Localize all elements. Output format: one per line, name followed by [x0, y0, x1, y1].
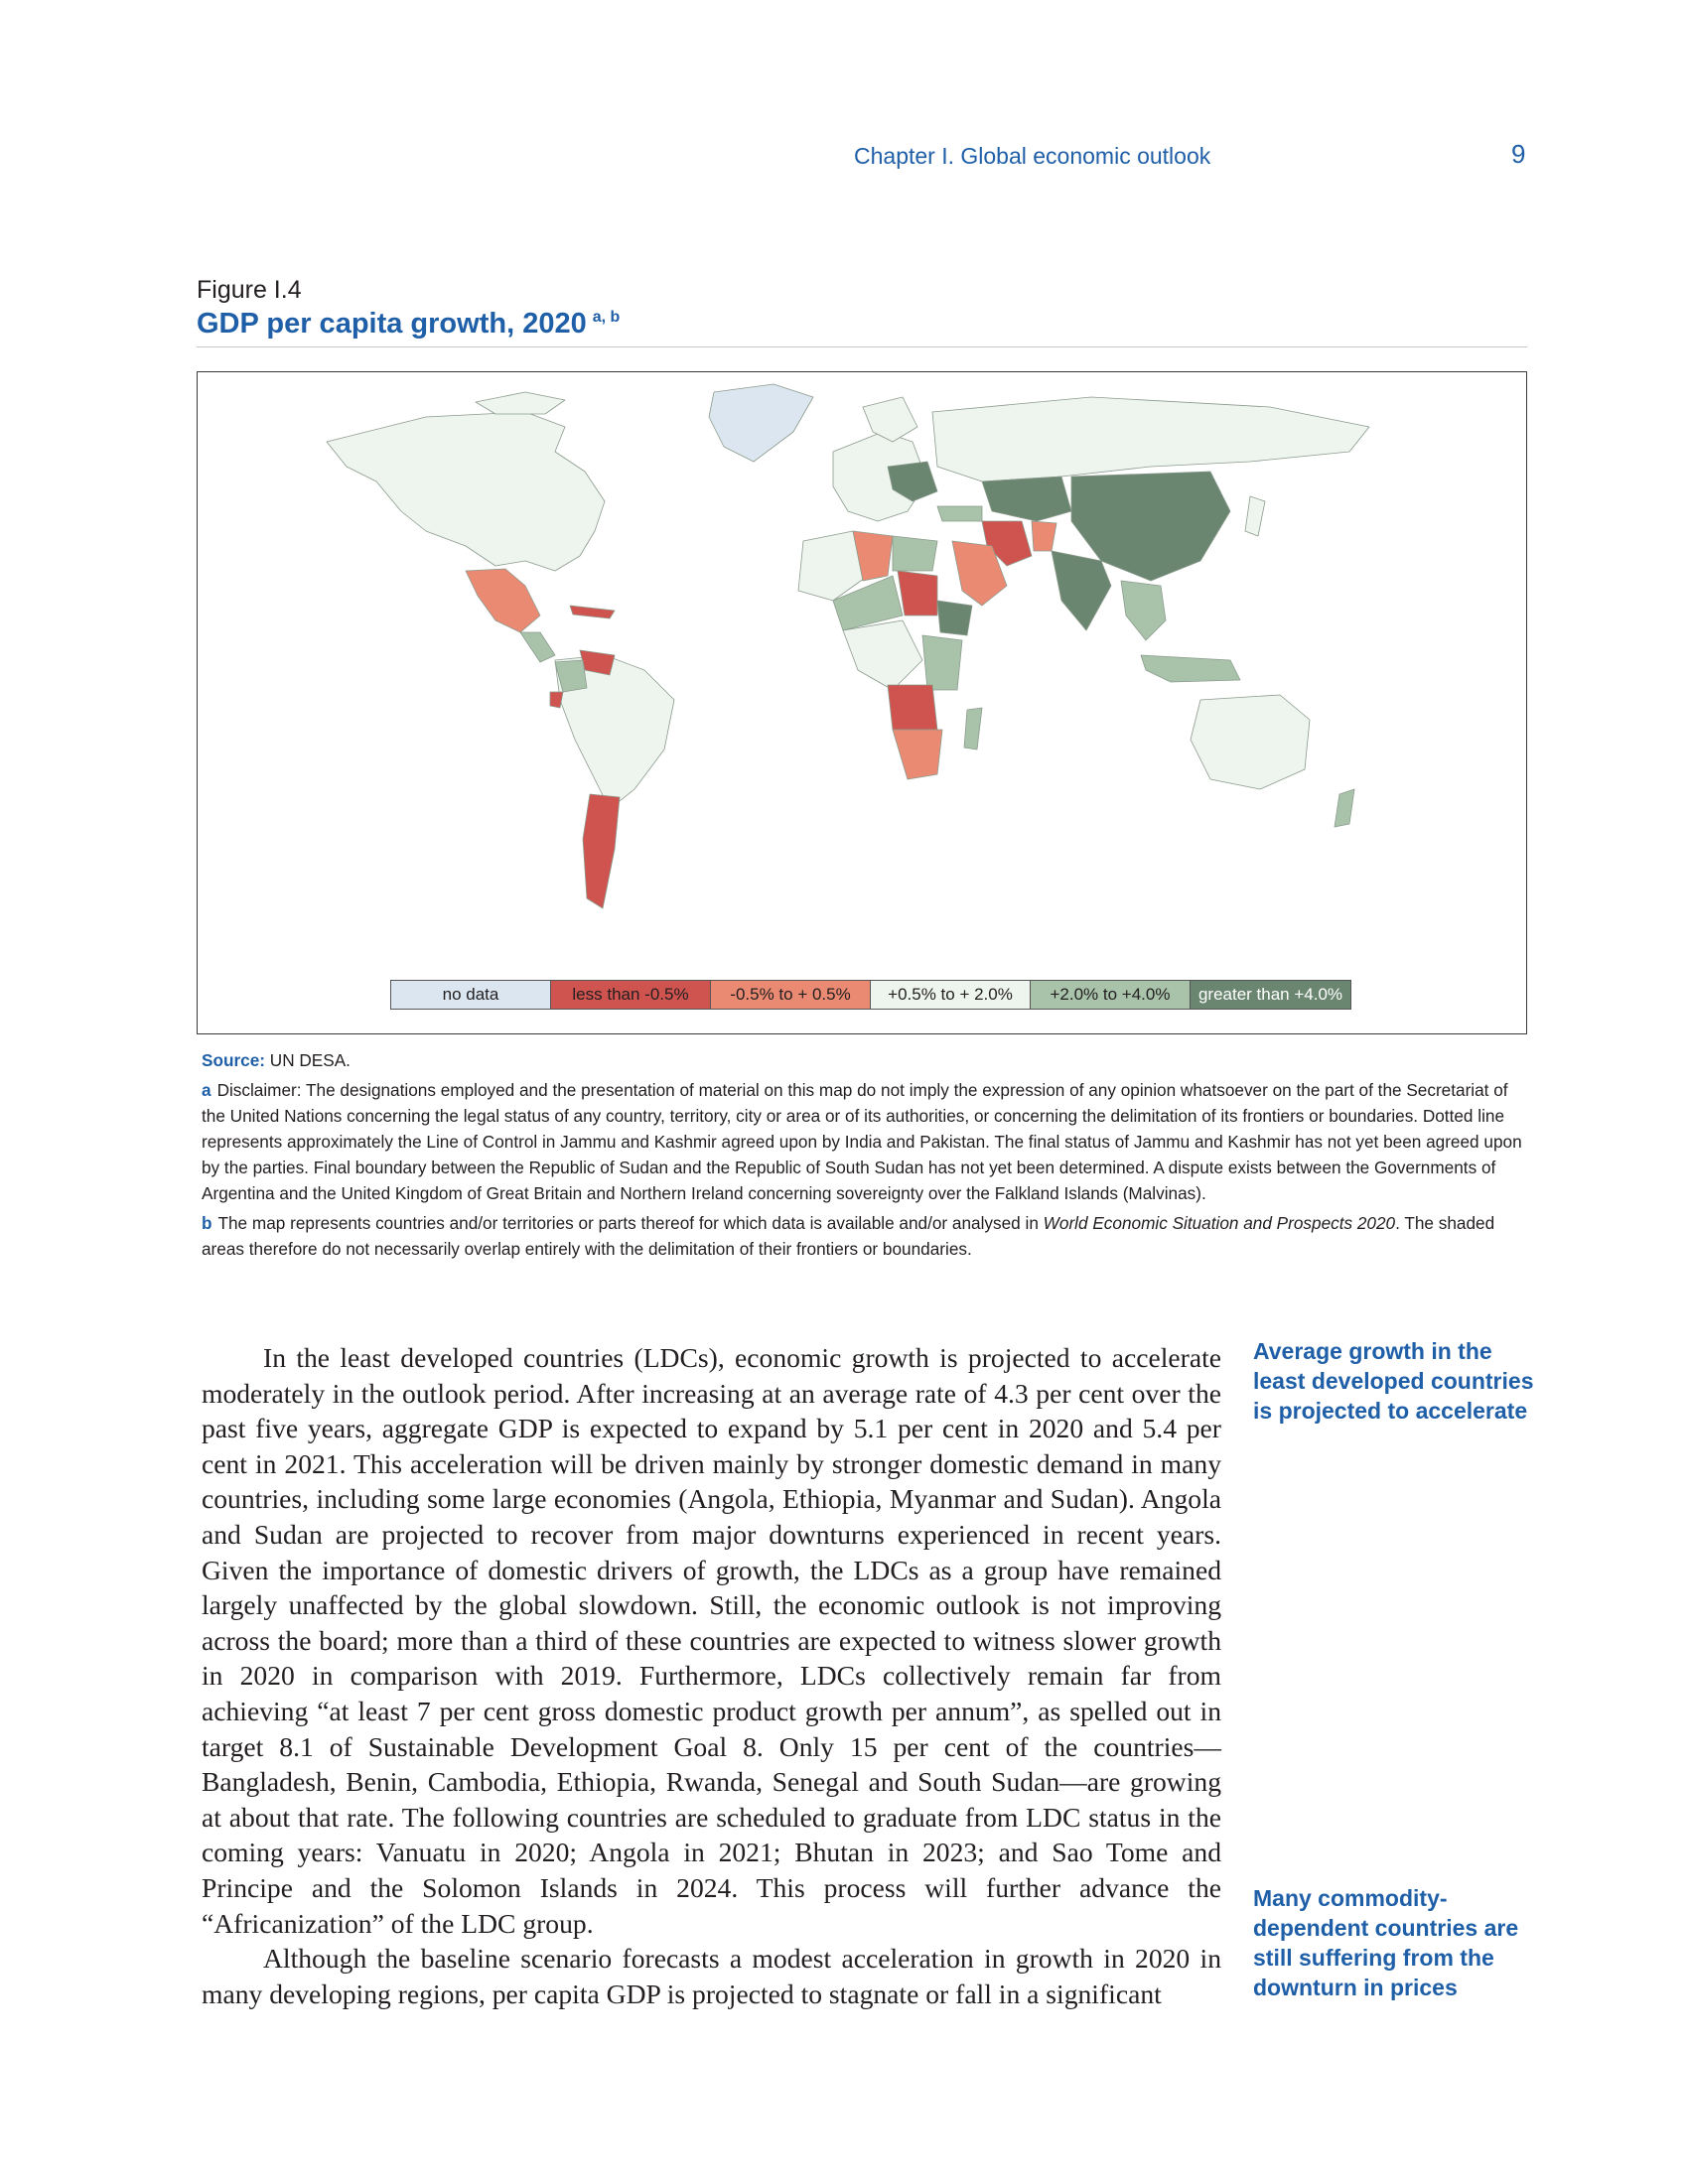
figure-label: Figure I.4 [197, 276, 302, 304]
note-b-italic: World Economic Situation and Prospects 2020 [1043, 1213, 1396, 1233]
map-region-east-africa [922, 635, 962, 690]
legend-item-no-data: no data [391, 981, 551, 1009]
note-b-letter: b [202, 1213, 212, 1233]
figure-title [197, 308, 620, 341]
figure-notes [202, 1047, 1527, 1262]
map-region-caribbean [570, 606, 615, 618]
map-region-india [1052, 551, 1111, 630]
legend-item-less-than-minus-0-5: less than -0.5% [551, 981, 711, 1009]
map-region-madagascar [964, 708, 982, 750]
legend-item-minus-0-5-to-0-5: -0.5% to + 0.5% [711, 981, 871, 1009]
map-region-southern-africa [893, 730, 942, 779]
note-b [202, 1210, 1527, 1262]
note-a [202, 1077, 1527, 1206]
margin-note-ldc-growth: Average growth in the least developed countries is projected to accelerate [1253, 1338, 1534, 1424]
world-map-figure [197, 371, 1527, 1034]
body-text [202, 1340, 1221, 2011]
map-region-canadian-islands [476, 392, 565, 414]
map-region-mexico [466, 569, 540, 632]
body-paragraph-1: In the least developed countries (LDCs), economic growth is projected to accelerate moderately in the outlook period. After increasing at an average rate of 4.3 per cent over the past five years, aggregate GDP is expected to expand by 5.1 per cent in 2020 and 5.4 per cent in 2021. This acceleration will be driven mainly by stronger domestic demand in many countries, including some large economies (Angola, Ethiopia, Myanmar and Sudan). Angola and Sudan are projected to recover from major downturns experienced in recent years. Given the importance of domestic drivers of growth, the LDCs as a group have remained largely unaffected by the global slowdown. Still, the economic outlook is not improving across the board; more than a third of these countries are expected to witness slower growth in 2020 in comparison with 2019. Furthermore, LDCs collectively remain far from achieving “at least 7 per cent gross domestic product growth per annum”, as spelled out in target 8.1 of Sustainable Development Goal 8. Only 15 per cent of the countries—Bangladesh, Benin, Cambodia, Ethiopia, Rwanda, Senegal and South Sudan—are growing at about that rate. The following countries are scheduled to graduate from LDC status in the coming years: Vanuatu in 2020; Angola in 2021; Bhutan in 2023; and Sao Tome and Principe and the Solomon Islands in 2024. This process will further advance the “Africanization” of the LDC group. [202, 1342, 1221, 1939]
map-region-central-america [520, 632, 555, 662]
legend-item-greater-than-4-0: greater than +4.0% [1191, 981, 1350, 1009]
map-region-central-africa [843, 620, 922, 690]
map-region-japan [1245, 496, 1265, 536]
world-map [198, 372, 1528, 1035]
note-a-text: Disclaimer: The designations employed and the presentation of material on this map do not imply the expression of any opinion whatsoever on the part of the Secretariat of the United Nations concerning the legal status of any country, territory, city or area or of its authorities, or concerning the delimitation of its frontiers or boundaries. Dotted line represents approximately the Line of Control in Jammu and Kashmir agreed upon by India and Pakistan. The final status of Jammu and Kashmir has not yet been agreed upon by the parties. Final boundary between the Republic of Sudan and the Republic of South Sudan has not yet been determined. A dispute exists between the Governments of Argentina and the United Kingdom of Great Britain and Northern Ireland concerning sovereignty over the Falkland Islands (Malvinas). [202, 1080, 1522, 1203]
map-region-angola-zambia [888, 685, 937, 730]
map-region-argentina [583, 794, 620, 908]
figure-title-text: GDP per capita growth, 2020 [197, 308, 587, 340]
map-region-ecuador [550, 692, 563, 708]
map-region-egypt [893, 536, 937, 571]
map-region-central-asia [982, 477, 1071, 521]
note-b-text-end: . The shaded areas therefore do not necessarily overlap entirely with the delimitation of their frontiers or boundaries. [202, 1213, 1495, 1259]
source-text: UN DESA. [269, 1050, 351, 1070]
map-region-southeast-asia [1121, 581, 1166, 640]
map-region-afghanistan [1032, 521, 1056, 551]
map-region-sudan [898, 571, 937, 615]
map-region-north-america [327, 412, 605, 571]
map-region-russia [932, 397, 1369, 481]
running-head: Chapter I. Global economic outlook [854, 143, 1211, 169]
map-region-ethiopia [937, 601, 972, 635]
legend-item-0-5-to-2-0: +0.5% to + 2.0% [871, 981, 1031, 1009]
map-region-greenland [709, 384, 813, 462]
margin-note-commodity: Many commodity-dependent countries are still suffering from the downturn in prices [1253, 1885, 1519, 2000]
source-label: Source: [202, 1050, 265, 1070]
map-legend [390, 980, 1351, 1010]
note-a-letter: a [202, 1080, 211, 1100]
source-note [202, 1047, 1527, 1073]
body-paragraph-2: Although the baseline scenario forecasts a modest acceleration in growth in 2020 in many developing regions, per capita GDP is projected to stagnate or fall in a significant [202, 1943, 1221, 2009]
map-region-turkey [937, 506, 982, 521]
map-region-scandinavia [863, 397, 917, 442]
page-number: 9 [1511, 139, 1526, 169]
legend-item-2-0-to-4-0: +2.0% to +4.0% [1031, 981, 1191, 1009]
map-region-indonesia [1141, 655, 1240, 682]
figure-title-superscript: a, b [592, 309, 621, 327]
title-rule [197, 346, 1527, 347]
map-region-new-zealand [1335, 789, 1354, 827]
note-b-text: The map represents countries and/or territories or parts thereof for which data is available and/or analysed in [217, 1213, 1044, 1233]
map-region-australia [1191, 695, 1310, 789]
